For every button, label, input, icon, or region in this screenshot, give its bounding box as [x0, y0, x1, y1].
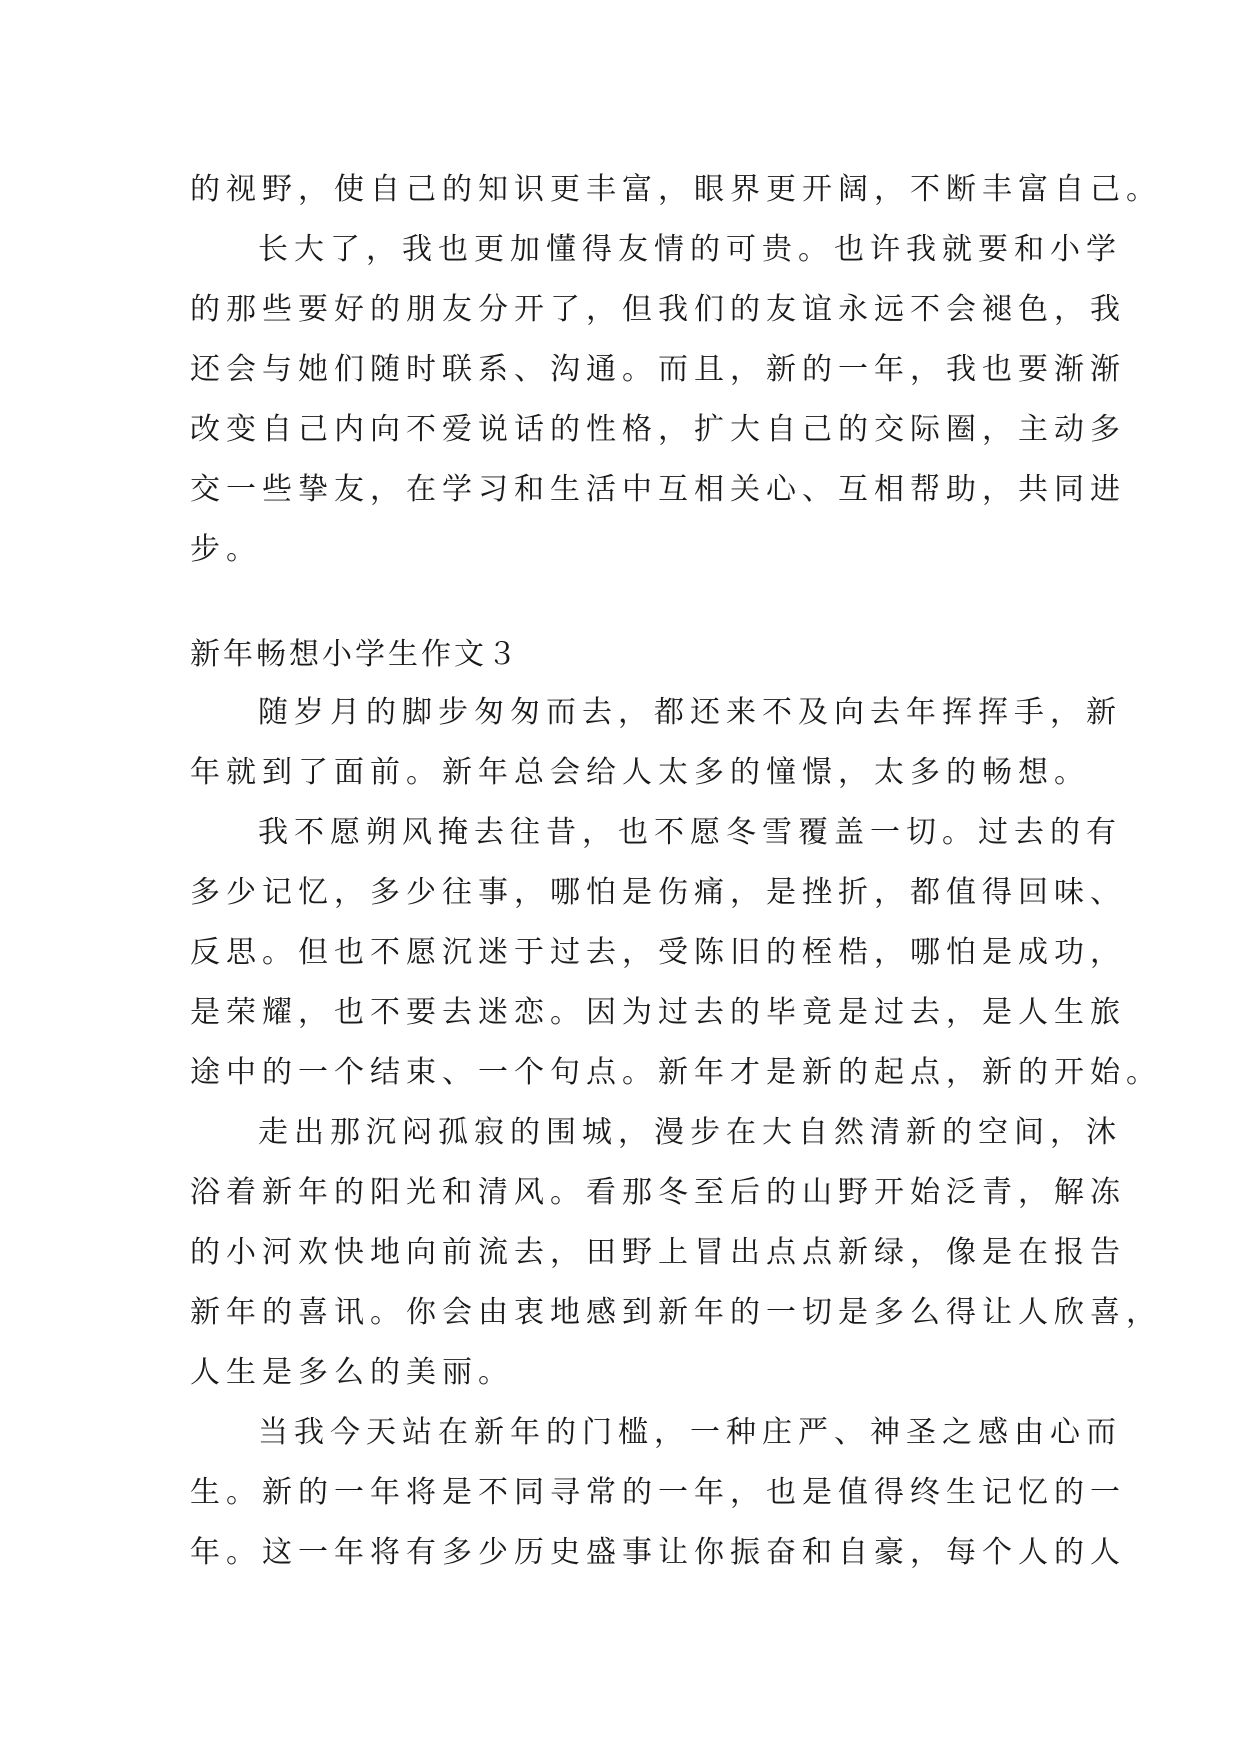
text-line: 的那些要好的朋友分开了，但我们的友谊永远不会褪色，我	[190, 292, 1126, 327]
paragraph-start-line: 随岁月的脚步匆匆而去，都还来不及向去年挥挥手，新	[258, 695, 1122, 730]
text-line: 交一些挚友，在学习和生活中互相关心、互相帮助，共同进	[190, 472, 1126, 507]
text-line: 是荣耀，也不要去迷恋。因为过去的毕竟是过去，是人生旅	[190, 995, 1126, 1030]
text-line: 浴着新年的阳光和清风。看那冬至后的山野开始泛青，解冻	[190, 1175, 1126, 1210]
essay-title: 新年畅想小学生作文３	[190, 637, 520, 672]
paragraph-start-line: 长大了，我也更加懂得友情的可贵。也许我就要和小学	[258, 232, 1122, 267]
essay-continuation	[190, 160, 1162, 580]
text-line: 途中的一个结束、一个句点。新年才是新的起点，新的开始。	[190, 1055, 1162, 1090]
text-line: 年就到了面前。新年总会给人太多的憧憬，太多的畅想。	[190, 755, 1090, 790]
text-line: 反思。但也不愿沉迷于过去，受陈旧的桎梏，哪怕是成功，	[190, 935, 1126, 970]
paragraph-start-line: 当我今天站在新年的门槛，一种庄严、神圣之感由心而	[258, 1415, 1122, 1450]
text-line: 步。	[190, 532, 262, 567]
text-line: 多少记忆，多少往事，哪怕是伤痛，是挫折，都值得回味、	[190, 875, 1126, 910]
text-line: 新年的喜讯。你会由衷地感到新年的一切是多么得让人欣喜，	[190, 1295, 1162, 1330]
text-line: 还会与她们随时联系、沟通。而且，新的一年，我也要渐渐	[190, 352, 1126, 387]
essay-body	[190, 683, 1162, 1583]
text-line: 的视野，使自己的知识更丰富，眼界更开阔，不断丰富自己。	[190, 172, 1162, 207]
text-line: 改变自己内向不爱说话的性格，扩大自己的交际圈，主动多	[190, 412, 1126, 447]
text-line: 年。这一年将有多少历史盛事让你振奋和自豪，每个人的人	[190, 1535, 1126, 1570]
paragraph-start-line: 走出那沉闷孤寂的围城，漫步在大自然清新的空间，沐	[258, 1115, 1122, 1150]
text-line: 的小河欢快地向前流去，田野上冒出点点新绿，像是在报告	[190, 1235, 1126, 1270]
text-line: 人生是多么的美丽。	[190, 1355, 514, 1390]
paragraph-start-line: 我不愿朔风掩去往昔，也不愿冬雪覆盖一切。过去的有	[258, 815, 1122, 850]
text-line: 生。新的一年将是不同寻常的一年，也是值得终生记忆的一	[190, 1475, 1126, 1510]
